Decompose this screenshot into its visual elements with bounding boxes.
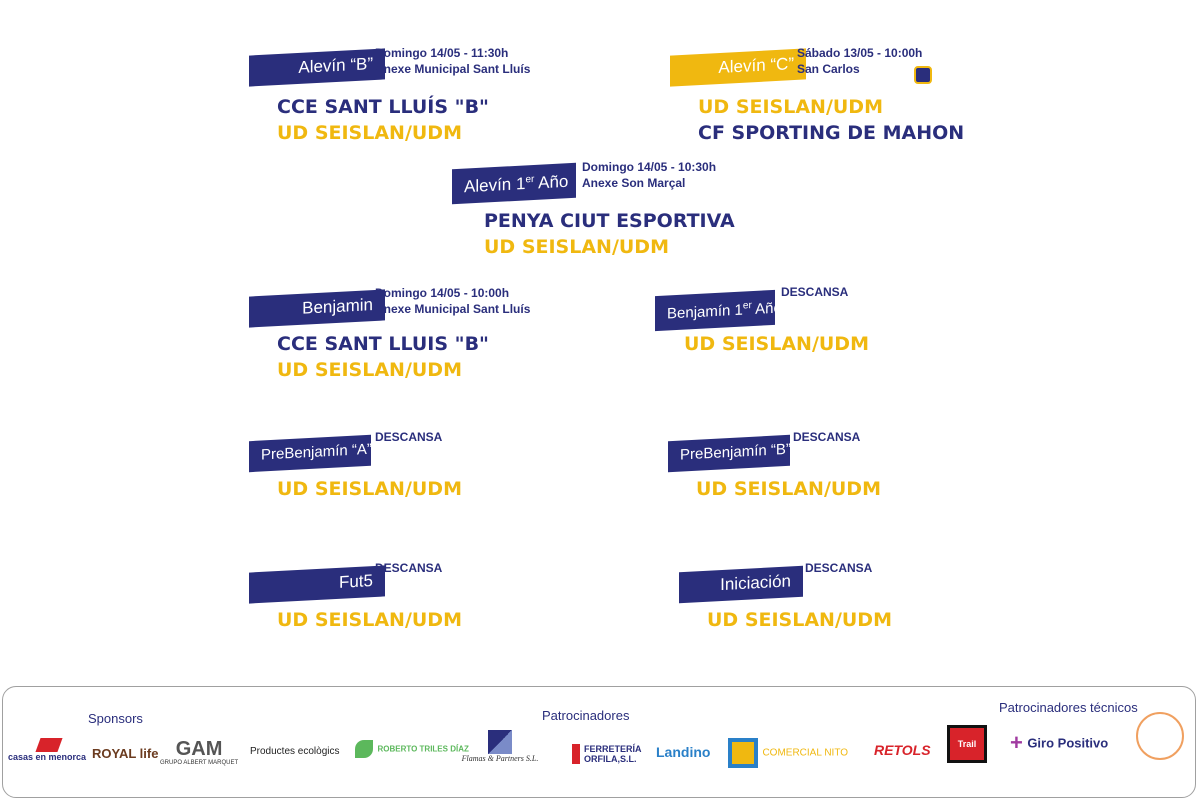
retols-isla-logo: RETOLS: [874, 742, 931, 758]
casas-house-icon: [35, 738, 62, 752]
giro-plus-icon: +: [1010, 730, 1023, 755]
giro-positivo-logo: [1010, 730, 1108, 756]
casas-menorca-logo: [8, 738, 87, 762]
peach-circle-logo: [1136, 712, 1184, 760]
team-name: UD SEISLAN/UDM: [696, 478, 881, 500]
category-badge-benjamin-1: [655, 290, 782, 331]
match-date: Domingo 14/05 - 11:30h: [375, 46, 509, 60]
nito-text: COMERCIAL NITO: [762, 747, 849, 759]
match-venue: Anexe Municipal Sant Lluís: [375, 302, 531, 316]
rest-status: DESCANSA: [375, 430, 443, 444]
casas-text: casas en menorca: [8, 752, 87, 762]
patrocinadores-label: Patrocinadores: [542, 708, 630, 723]
away-team: UD SEISLAN/UDM: [277, 122, 462, 144]
away-team: UD SEISLAN/UDM: [484, 236, 669, 258]
category-badge-fut5: Fut5: [249, 565, 385, 603]
home-team: UD SEISLAN/UDM: [698, 96, 883, 118]
rest-status: DESCANSA: [781, 285, 849, 299]
match-venue: Anexe Son Marçal: [582, 176, 686, 190]
nito-square-icon: [728, 738, 758, 768]
trail-logo: [947, 725, 987, 763]
sponsors-label: Sponsors: [88, 711, 143, 726]
away-team: CF SPORTING DE MAHON: [698, 122, 965, 144]
match-date: Sábado 13/05 - 10:00h: [797, 46, 923, 60]
landino-logo: Landino: [656, 744, 711, 760]
patrocinadores-tecnicos-label: Patrocinadores técnicos: [999, 700, 1138, 715]
category-badge-iniciacion: Iniciación: [679, 566, 803, 603]
rest-status: DESCANSA: [793, 430, 861, 444]
royal-life-logo: ROYAL life: [92, 746, 159, 761]
match-venue: San Carlos: [797, 62, 860, 76]
ferreteria-orfila-logo: FERRETERÍA ORFILA,S.L.: [572, 744, 654, 764]
trail-text: Trail: [957, 739, 977, 749]
category-text: Benjamín 1: [667, 301, 743, 323]
category-text: Alevín 1: [464, 174, 526, 197]
roberto-text: ROBERTO TRILES DÍAZ: [377, 744, 469, 754]
gam-logo: [160, 738, 238, 766]
match-date: Domingo 14/05 - 10:30h: [582, 160, 717, 174]
category-badge-alevin-b: Alevín “B”: [249, 48, 385, 86]
match-date: Domingo 14/05 - 10:00h: [375, 286, 510, 300]
club-crest-icon: [914, 66, 932, 84]
comercial-nito-logo: [728, 738, 848, 768]
rest-status: DESCANSA: [805, 561, 873, 575]
productes-ecologics-logo: Productes ecològics: [250, 746, 340, 757]
category-badge-prebenjamin-a: PreBenjamín “A”: [249, 435, 371, 472]
flamas-text: Flamas & Partners S.L.: [461, 754, 539, 763]
giro-text: Giro Positivo: [1027, 735, 1109, 751]
gam-text: GAM: [175, 738, 223, 760]
flamas-squares-icon: [488, 730, 512, 754]
rest-status: DESCANSA: [375, 561, 443, 575]
team-name: UD SEISLAN/UDM: [277, 609, 462, 631]
away-team: UD SEISLAN/UDM: [277, 359, 462, 381]
flamas-partners-logo: [460, 730, 540, 763]
team-name: UD SEISLAN/UDM: [707, 609, 892, 631]
category-badge-benjamin: Benjamin: [249, 289, 385, 327]
category-badge-prebenjamin-b: PreBenjamín “B”: [668, 435, 790, 472]
category-sup: er: [525, 173, 535, 186]
category-tail: Año: [534, 171, 569, 193]
leaf-icon: [355, 740, 373, 758]
category-sup: er: [742, 300, 752, 312]
match-venue: Anexe Municipal Sant Lluís: [375, 62, 531, 76]
gam-subtext: GRUPO ALBERT MARQUET: [160, 760, 239, 766]
home-team: PENYA CIUT ESPORTIVA: [484, 210, 735, 232]
home-team: CCE SANT LLUIS "B": [277, 333, 489, 355]
home-team: CCE SANT LLUÍS "B": [277, 96, 489, 118]
team-name: UD SEISLAN/UDM: [277, 478, 462, 500]
category-badge-alevin-1: [452, 163, 576, 204]
category-tail: Año: [751, 299, 782, 319]
category-badge-alevin-c: Alevín “C”: [670, 48, 806, 86]
team-name: UD SEISLAN/UDM: [684, 333, 869, 355]
roberto-triles-logo: [355, 740, 469, 758]
